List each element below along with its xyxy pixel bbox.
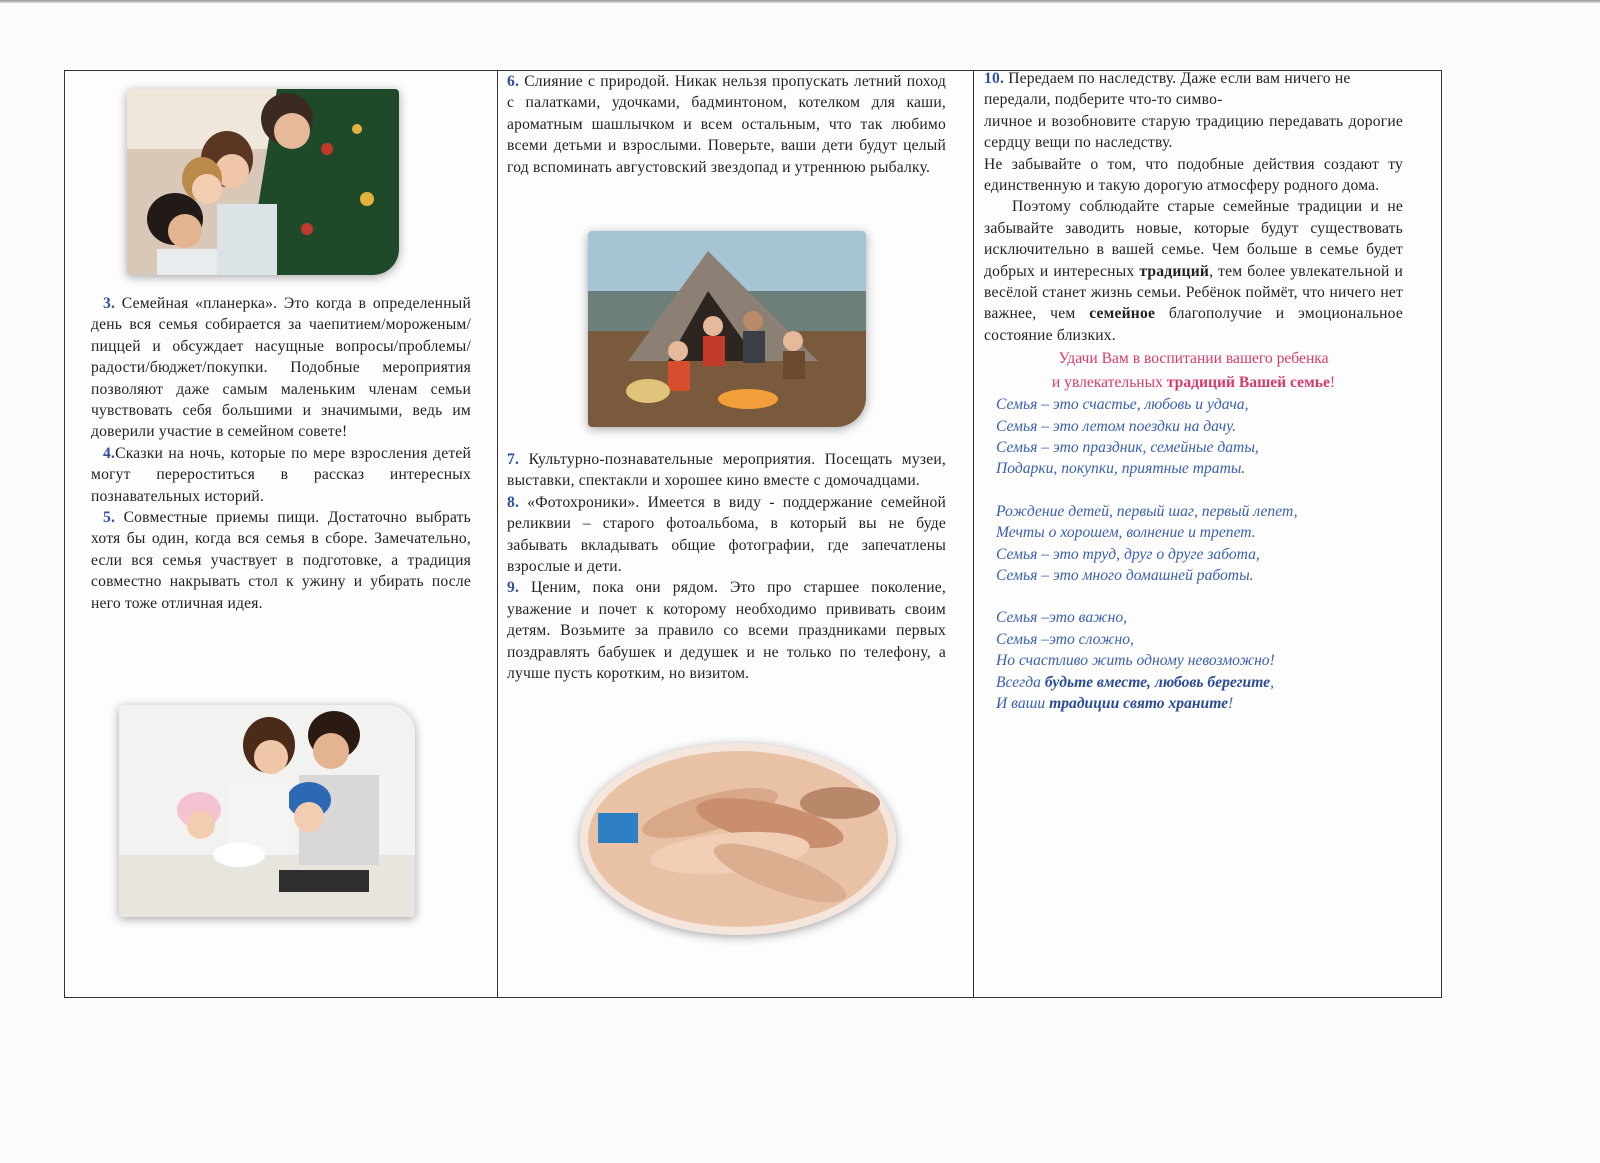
poem-line: Семья – это труд, друг о друге забота,	[996, 545, 1260, 563]
poem-line: Подарки, покупки, приятные траты.	[996, 460, 1246, 478]
paragraph-photo-chronicles: «Фотохроники». Имеется в виду - поддержание семейной реликвии – старого фотоальбома, в который вы не буде забывать вкладывать общие фотографии, где запечатлены взрослые и дети.	[507, 493, 946, 576]
paragraph-family-meeting: Семейная «планерка». Это когда в определенный день вся семья собирается за чаепитием/мороженым/пиццей и обсуждает насущные вопросы/проблемы/радости/бюджет/покупки. Подобные мероприятия позволяют даже самым маленьким членам семьи чувствовать себя большими и значимыми, ведь им доверили участие в семейном совете!	[91, 295, 471, 441]
wish-line-1: Удачи Вам в воспитании вашего ребенка	[1058, 350, 1329, 368]
wish-line-2: и увлекательных традиций Вашей семье!	[1051, 373, 1336, 391]
item-number-3: 3.	[103, 295, 116, 312]
poem-line: Всегда будьте вместе, любовь берегите,	[996, 673, 1274, 691]
item-number-5: 5.	[103, 509, 116, 527]
closing-text-c: благополучие и эмоциональное состояние близких.	[984, 305, 1403, 344]
poem-line: Семья –это важно,	[996, 609, 1128, 627]
photo-family-christmas-tree	[127, 89, 399, 275]
item-number-10: 10.	[984, 70, 1005, 87]
closing-text-a: Поэтому соблюдайте старые семейные традиции и не забывайте заводить новые, которые будут существовать исключительно в вашей семье. Чем больше в семье будет добрых и интересных	[984, 198, 1403, 280]
column-left	[65, 71, 497, 997]
paragraph-bedtime-stories: Сказки на ночь, которые по мере взросления детей могут перероститься в рассказ интересных познавательных историй.	[91, 444, 471, 505]
poem-line: И ваши традиции свято храните!	[996, 694, 1234, 712]
item-number-9: 9.	[507, 579, 520, 597]
paragraph-inheritance-line1: Передаем по наследству. Даже если вам ничего не передали, подберите что-то симво-	[984, 70, 1351, 109]
poem-line: Семья – это счастье, любовь и удача,	[996, 396, 1249, 414]
poem-line: Семья – это летом поездки на дачу.	[996, 417, 1237, 435]
poem	[996, 394, 1403, 714]
column-right	[973, 71, 1441, 997]
poem-line: Семья –это сложно,	[996, 630, 1134, 648]
poem-line: Семья – это много домашней работы.	[996, 566, 1254, 584]
photo-stacked-hands	[580, 743, 896, 935]
paragraph-cultural-events: Культурно-познавательные мероприятия. Посещать музеи, выставки, спектакли и хорошее кино вместе с домочадцами.	[507, 451, 946, 490]
paragraph-older-generation: Ценим, пока они рядом. Это про старшее поколение, уважение и почет к которому необходимо прививать своим детям. Возьмите за правило со всеми праздниками первых поздравлять бабушек и дедушек и не только по телефону, а лучше пусть коротким, но визитом.	[507, 579, 946, 683]
poem-line: Семья – это праздник, семейные даты,	[996, 438, 1259, 456]
closing-bold-traditions: традиций	[1139, 262, 1210, 280]
poem-line: Мечты о хорошем, волнение и трепет.	[996, 524, 1256, 542]
scan-edge	[0, 0, 1600, 3]
paragraph-shared-meals: Совместные приемы пищи. Достаточно выбрать хотя бы один, когда вся семья в сборе. Замечательно, если вся семья участвует в подготовке, а традиция совместно накрывать стол к ужину и убирать после него тоже отличная идея.	[91, 509, 471, 612]
poem-bold-keep-traditions: традиции свято храните	[1049, 694, 1229, 712]
brochure-sheet	[64, 70, 1442, 998]
item-number-4: 4.	[103, 444, 116, 462]
poem-line: Рождение детей, первый шаг, первый лепет,	[996, 502, 1298, 520]
item-number-6: 6.	[507, 73, 520, 90]
item-number-8: 8.	[507, 493, 520, 511]
poem-line: Но счастливо жить одному невозможно!	[996, 652, 1275, 670]
paragraph-inheritance-line2: личное и возобновите старую традицию передавать дорогие сердцу вещи по наследству.	[984, 112, 1403, 152]
column-middle	[497, 71, 973, 997]
poem-bold-be-together: будьте вместе, любовь берегите	[1044, 673, 1271, 691]
closing-text-b: , тем более увлекательной и весёлой станет жизнь семьи. Ребёнок поймёт, что ничего нет важнее, чем	[984, 262, 1403, 323]
closing-bold-family: семейное	[1089, 305, 1156, 323]
photo-family-camping	[588, 231, 866, 427]
paragraph-inheritance-line3: Не забывайте о том, что подобные действия создают ту единственную и такую дорогую атмосферу родного дома.	[984, 155, 1403, 195]
item-number-7: 7.	[507, 451, 520, 468]
photo-family-cooking	[119, 705, 415, 917]
paragraph-nature: Слияние с природой. Никак нельзя пропускать летний поход с палатками, удочками, бадминтоном, котелком для каши, ароматным шашлычком и всем остальным, что так любимо всеми детьми и взрослыми. Поверьте, ваши дети будут целый год вспоминать августовский звездопад и утреннюю рыбалку.	[507, 73, 946, 176]
wish-bold-traditions: традиций Вашей семье	[1166, 373, 1330, 391]
